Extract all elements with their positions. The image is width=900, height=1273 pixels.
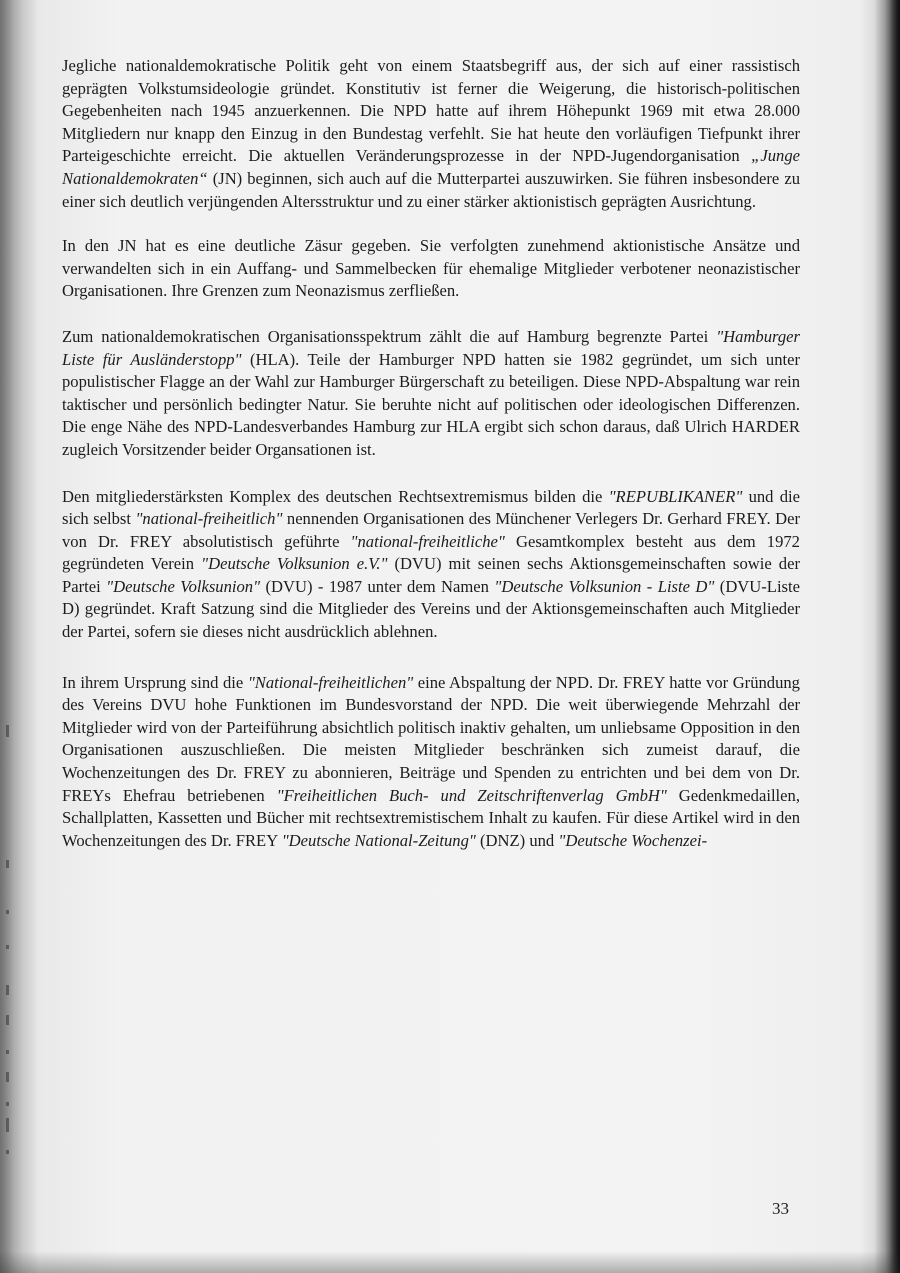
text-run: eine Abspaltung der NPD. Dr. FREY hatte vor Gründung des Vereins DVU hohe Funktionen im Bundesvorstand der NPD. Die weit überwiegende Mehrzahl der Mitglieder wird von der Parteiführung absichtlich politisch inaktiv gehalten, um unliebsame Opposition in den Organisationen auszuschließen. Die meisten Mitglieder beschränken sich zumeist darauf, die Wochenzeitungen des Dr. FREY zu abonnieren, Beiträge und Spenden zu entrichten und bei dem von Dr. FREYs Ehefrau betriebenen [62,672,800,805]
text-run: (HLA). Teile der Hamburger NPD hatten sie 1982 gegründet, um sich unter populistischer Flagge an der Wahl zur Hamburger Bürgerschaft zu beteiligen. Diese NPD-Abspaltung war rein taktischer und persönlich bedingter Natur. Sie beruhte nicht auf politischen oder ideologischen Differenzen. Die enge Nähe des NPD-Landesverbandes Hamburg zur HLA ergibt sich schon daraus, daß Ulrich HARDER zugleich Vorsitzender beider Organsationen ist. [62,349,800,459]
text-run: nennenden Organisationen des Münchener Verlegers Dr. Gerhard FREY. Der von Dr. FREY absolutistisch geführte [62,509,800,551]
text-run: (DNZ) und [475,830,559,850]
italic-title: "national-freiheitlich" [135,509,283,529]
text-run: (DVU-Liste D) gegründet. Kraft Satzung sind die Mitglieder des Vereins und der Aktionsgemeinschaften auch Mitglieder der Partei, sofern sie dieses nicht ausdrücklich ablehnen. [62,576,800,642]
italic-title: "Deutsche Wochenzei- [558,830,708,850]
paragraph [62,235,800,303]
paragraph [62,55,800,213]
text-run: In ihrem Ursprung sind die [62,672,248,692]
text-run: und die sich selbst [62,486,800,529]
italic-title: "National-freiheitlichen" [247,672,414,692]
text-run: (DVU) mit seinen sechs Aktionsgemeinschaften sowie der Partei [62,554,800,596]
paragraph [62,326,800,462]
document-body [62,55,800,874]
italic-title: "Deutsche Volksunion e.V." [201,554,388,574]
paragraph [62,672,800,853]
italic-title: "Deutsche National-Zeitung" [281,830,476,850]
italic-title: "Deutsche Volksunion - Liste D" [494,576,715,596]
italic-title: "Deutsche Volksunion" [106,576,261,596]
text-run: Jegliche nationaldemokratische Politik geht von einem Staatsbegriff aus, der sich auf einer rassistisch geprägten Volkstumsideologie gründet. Konstitutiv ist ferner die Weigerung, die historisch-politischen Gegebenheiten nach 1945 anzuerkennen. Die NPD hatte auf ihrem Höhepunkt 1969 mit etwa 28.000 Mitgliedern nur knapp den Einzug in den Bundestag verfehlt. Sie hat heute den vorläufigen Tiefpunkt ihrer Parteigeschichte erreicht. Die aktuellen Veränderungsprozesse in der NPD-Jugendorganisation [62,56,800,166]
italic-title: "Freiheitlichen Buch- und Zeitschriftenverlag GmbH" [276,785,667,805]
text-run: (JN) beginnen, sich auch auf die Mutterpartei auszuwirken. Sie führen insbesondere zu einer sich deutlich verjüngenden Altersstruktur und zu einer stärker aktionistisch geprägten Ausrichtung. [62,168,800,211]
margin-marks [2,700,18,1160]
text-run: In den JN hat es eine deutliche Zäsur gegeben. Sie verfolgten zunehmend aktionistische Ansätze und verwandelten sich in ein Auffang- und Sammelbecken für ehemalige Mitglieder verbotener neonazistischer Organisationen. Ihre Grenzen zum Neonazismus zerfließen. [62,236,800,301]
text-run: (DVU) - 1987 unter dem Namen [260,576,495,596]
italic-title: "national-freiheitliche" [350,531,505,551]
text-run: Den mitgliederstärksten Komplex des deutschen Rechtsextremismus bilden die [62,486,609,506]
italic-title: "REPUBLIKANER" [608,486,743,506]
page-edge-shadow [874,0,900,1273]
bottom-edge-shadow [0,1251,900,1273]
text-run: Gesamtkomplex besteht aus dem 1972 gegründeten Verein [62,531,800,574]
paragraph [62,486,800,644]
italic-title: "Hamburger Liste für Ausländerstopp" [62,326,800,369]
text-run: Zum nationaldemokratischen Organisationsspektrum zählt die auf Hamburg begrenzte Partei [62,326,717,346]
page-number: 33 [772,1199,789,1218]
text-run: Gedenkmedaillen, Schallplatten, Kassetten und Bücher mit rechtsextremistischem Inhalt zu kaufen. Für diese Artikel wird in den Wochenzeitungen des Dr. FREY [62,785,800,850]
italic-title: „Junge Nationaldemokraten“ [62,146,800,188]
